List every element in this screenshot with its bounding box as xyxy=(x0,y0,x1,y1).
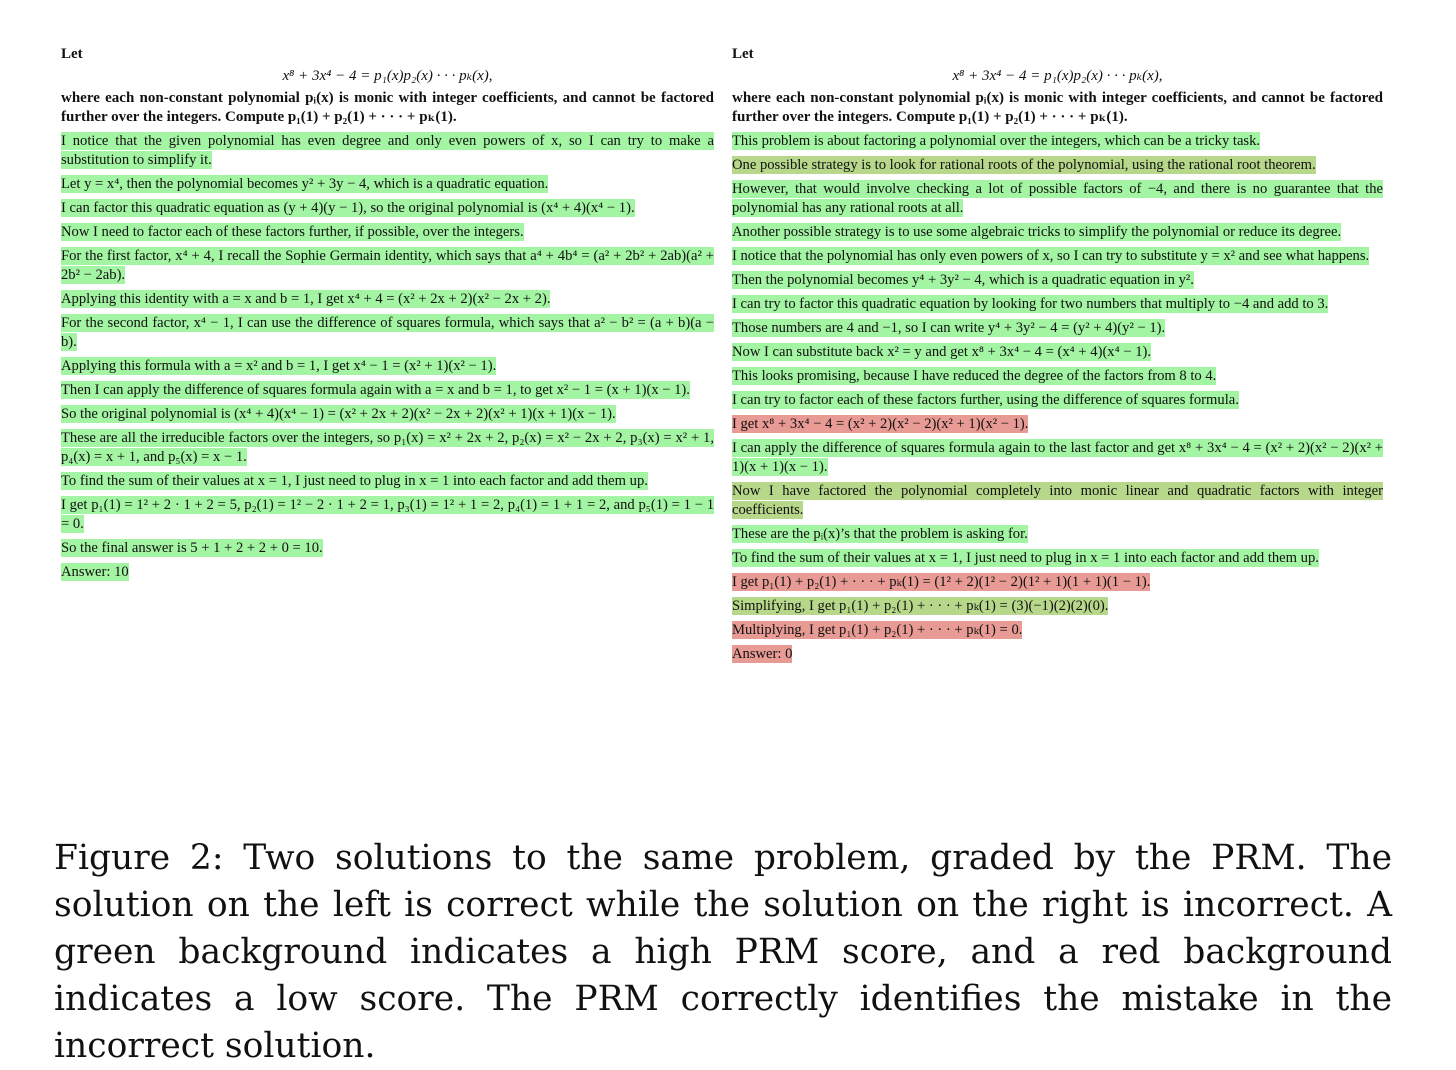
solution-step xyxy=(732,156,1383,175)
solution-step xyxy=(732,295,1383,314)
let-label: Let xyxy=(732,46,754,62)
solution-step xyxy=(732,549,1383,568)
solution-step xyxy=(61,132,714,170)
solution-step xyxy=(732,343,1383,362)
solution-step xyxy=(732,223,1383,242)
solution-step xyxy=(61,290,714,309)
figure-caption: Figure 2: Two solutions to the same problem, graded by the PRM. The solution on the left is correct while the solution on the right is incorrect. A green background indicates a high PRM score, and a red background indicates a low score. The PRM correctly identifies the mistake in the incorrect solution. xyxy=(54,838,1392,1066)
solution-step xyxy=(732,621,1383,640)
step-text: For the first factor, x⁴ + 4, I recall the Sophie Germain identity, which says that a⁴ + 4b⁴ = (a² + 2b² + 2ab)(a² + 2b² − 2ab). xyxy=(61,248,714,283)
solution-step xyxy=(61,381,714,400)
step-text: Multiplying, I get p₁(1) + p₂(1) + · · · + pₖ(1) = 0. xyxy=(732,622,1023,638)
step-text: So the original polynomial is (x⁴ + 4)(x⁴ − 1) = (x² + 2x + 2)(x² − 2x + 2)(x² + 1)(x + 1)(x − 1). xyxy=(61,406,616,422)
step-text: These are the pᵢ(x)’s that the problem is asking for. xyxy=(732,526,1028,542)
solution-step xyxy=(61,496,714,534)
problem-equation: x⁸ + 3x⁴ − 4 = p₁(x)p₂(x) · · · pₖ(x), xyxy=(952,68,1163,84)
solution-step xyxy=(732,597,1383,616)
step-text: This looks promising, because I have reduced the degree of the factors from 8 to 4. xyxy=(732,368,1217,384)
solution-steps xyxy=(732,132,1383,664)
solution-step xyxy=(732,573,1383,592)
step-text: Now I can substitute back x² = y and get x⁸ + 3x⁴ − 4 = (x⁴ + 4)(x⁴ − 1). xyxy=(732,344,1152,360)
solution-step xyxy=(732,525,1383,544)
problem-statement: where each non-constant polynomial pᵢ(x) is monic with integer coefficients, and cannot be factored further over the integers. Compute p₁(1) + p₂(1) + · · · + pₖ(1). xyxy=(61,90,714,125)
solution-steps xyxy=(61,132,714,582)
solution-step xyxy=(732,482,1383,520)
solution-step xyxy=(732,132,1383,151)
solution-step xyxy=(61,314,714,352)
step-text: One possible strategy is to look for rational roots of the polynomial, using the rational root theorem. xyxy=(732,157,1316,173)
step-text: I can factor this quadratic equation as (y + 4)(y − 1), so the original polynomial is (x⁴ + 4)(x⁴ − 1). xyxy=(61,200,635,216)
step-text: Answer: 0 xyxy=(732,646,793,662)
step-text: I can try to factor this quadratic equation by looking for two numbers that multiply to −4 and add to 3. xyxy=(732,296,1329,312)
right-solution xyxy=(732,44,1383,669)
solution-step xyxy=(61,405,714,424)
solution-step xyxy=(61,472,714,491)
step-text: I notice that the polynomial has only even powers of x, so I can try to substitute y = x² and see what happens. xyxy=(732,248,1370,264)
solution-step xyxy=(732,247,1383,266)
step-text: Another possible strategy is to use some algebraic tricks to simplify the polynomial or reduce its degree. xyxy=(732,224,1342,240)
solution-step xyxy=(732,180,1383,218)
left-solution xyxy=(61,44,714,587)
step-text: Simplifying, I get p₁(1) + p₂(1) + · · · + pₖ(1) = (3)(−1)(2)(2)(0). xyxy=(732,598,1109,614)
step-text: Applying this formula with a = x² and b = 1, I get x⁴ − 1 = (x² + 1)(x² − 1). xyxy=(61,358,497,374)
step-text: For the second factor, x⁴ − 1, I can use the difference of squares formula, which says that a² − b² = (a + b)(a − b). xyxy=(61,315,714,350)
step-text: I notice that the given polynomial has even degree and only even powers of x, so I can try to make a substitution to simplify it. xyxy=(61,133,714,168)
solution-step xyxy=(732,319,1383,338)
solution-step xyxy=(61,175,714,194)
step-text: Then I can apply the difference of squares formula again with a = x and b = 1, to get x² − 1 = (x + 1)(x − 1). xyxy=(61,382,690,398)
solution-step xyxy=(61,429,714,467)
solution-step xyxy=(61,199,714,218)
step-text: Those numbers are 4 and −1, so I can write y⁴ + 3y² − 4 = (y² + 4)(y² − 1). xyxy=(732,320,1166,336)
step-text: Then the polynomial becomes y⁴ + 3y² − 4, which is a quadratic equation in y². xyxy=(732,272,1194,288)
step-text: Let y = x⁴, then the polynomial becomes y² + 3y − 4, which is a quadratic equation. xyxy=(61,176,549,192)
step-text: However, that would involve checking a lot of possible factors of −4, and there is no guarantee that the polynomial has any rational roots at all. xyxy=(732,181,1383,216)
solution-step xyxy=(61,223,714,242)
solution-step xyxy=(61,563,714,582)
solution-step xyxy=(61,539,714,558)
solution-step xyxy=(61,247,714,285)
let-label: Let xyxy=(61,46,83,62)
step-text: To find the sum of their values at x = 1, I just need to plug in x = 1 into each factor and add them up. xyxy=(732,550,1319,566)
solution-step xyxy=(61,357,714,376)
problem-equation: x⁸ + 3x⁴ − 4 = p₁(x)p₂(x) · · · pₖ(x), xyxy=(282,68,493,84)
step-text: So the final answer is 5 + 1 + 2 + 2 + 0 = 10. xyxy=(61,540,323,556)
solution-step xyxy=(732,367,1383,386)
step-text: Answer: 10 xyxy=(61,564,129,580)
step-text: This problem is about factoring a polynomial over the integers, which can be a tricky task. xyxy=(732,133,1261,149)
problem-statement: where each non-constant polynomial pᵢ(x) is monic with integer coefficients, and cannot be factored further over the integers. Compute p₁(1) + p₂(1) + · · · + pₖ(1). xyxy=(732,90,1383,125)
step-text: Applying this identity with a = x and b = 1, I get x⁴ + 4 = (x² + 2x + 2)(x² − 2x + 2). xyxy=(61,291,551,307)
solution-step xyxy=(732,439,1383,477)
step-text: I get p₁(1) + p₂(1) + · · · + pₖ(1) = (1² + 2)(1² − 2)(1² + 1)(1 + 1)(1 − 1). xyxy=(732,574,1151,590)
step-text: Now I have factored the polynomial completely into monic linear and quadratic factors with integer coefficients. xyxy=(732,483,1383,518)
step-text: I can try to factor each of these factors further, using the difference of squares formula. xyxy=(732,392,1239,408)
step-text: These are all the irreducible factors over the integers, so p₁(x) = x² + 2x + 2, p₂(x) = x² − 2x + 2, p₃(x) = x² + 1, p₄(x) = x + 1, and p₅(x) = x − 1. xyxy=(61,430,714,465)
step-text: I can apply the difference of squares formula again to the last factor and get x⁸ + 3x⁴ − 4 = (x² + 2)(x² − 2)(x² + 1)(x + 1)(x − 1). xyxy=(732,440,1383,475)
solution-step xyxy=(732,645,1383,664)
solution-step xyxy=(732,391,1383,410)
step-text: I get p₁(1) = 1² + 2 · 1 + 2 = 5, p₂(1) = 1² − 2 · 1 + 2 = 1, p₃(1) = 1² + 1 = 2, p₄(1) = 1 + 1 = 2, and p₅(1) = 1 − 1 = 0. xyxy=(61,497,714,532)
step-text: I get x⁸ + 3x⁴ − 4 = (x² + 2)(x² − 2)(x² + 1)(x² − 1). xyxy=(732,416,1029,432)
step-text: To find the sum of their values at x = 1, I just need to plug in x = 1 into each factor and add them up. xyxy=(61,473,648,489)
solution-step xyxy=(732,415,1383,434)
step-text: Now I need to factor each of these factors further, if possible, over the integers. xyxy=(61,224,524,240)
solution-step xyxy=(732,271,1383,290)
